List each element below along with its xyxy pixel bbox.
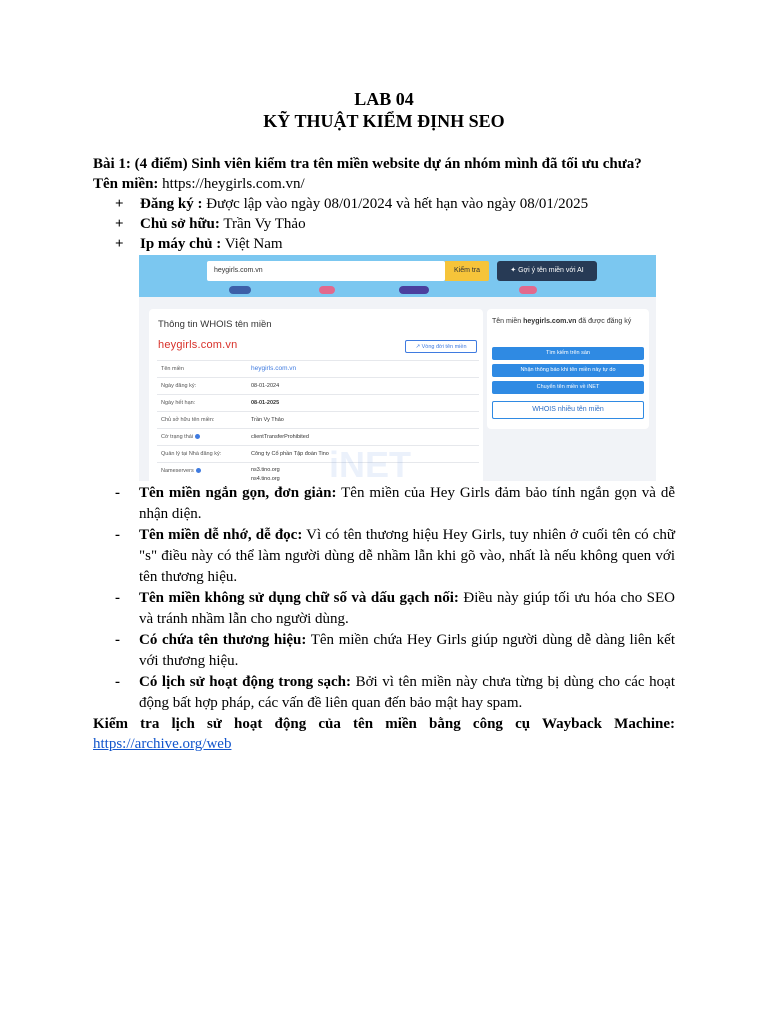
info-value: Trần Vy Thảo [223, 216, 306, 232]
table-row: Nameservers ns3.tino.org ns4.tino.org [157, 462, 479, 481]
list-item: - Có lịch sử hoạt động trong sạch: Bởi vì tên miền này chưa từng bị dùng cho các hoạt động bất hợp pháp, các vấn đề liên quan đến bảo mật hay spam. [115, 674, 675, 711]
decor-shape [519, 286, 537, 294]
domain-lifecycle-button[interactable]: ↗ Vòng đời tên miền [405, 340, 477, 353]
help-icon[interactable] [195, 434, 200, 439]
info-value: Việt Nam [224, 236, 283, 252]
ai-suggest-button[interactable]: ✦ Gợi ý tên miền với AI [497, 261, 597, 281]
info-label: Chủ sở hữu: [140, 216, 220, 232]
wayback-link[interactable]: https://archive.org/web [93, 736, 232, 752]
list-item: - Tên miền không sử dụng chữ số và dấu gạch nối: Điều này giúp tối ưu hóa cho SEO và tránh nhầm lẫn cho người dùng. [115, 590, 675, 627]
info-label: Ip máy chủ : [140, 236, 222, 252]
bulk-whois-button[interactable]: WHOIS nhiều tên miền [492, 401, 644, 419]
domain-search-input[interactable]: heygirls.com.vn [207, 261, 445, 281]
table-row: Chủ sở hữu tên miền: Trần Vy Thảo [157, 411, 479, 428]
notify-button[interactable]: Nhận thông báo khi tên miền này tự do [492, 364, 644, 377]
lab-title: LAB 04 [354, 89, 414, 109]
whois-card-title: Thông tin WHOIS tên miền [158, 319, 272, 330]
decor-shape [319, 286, 335, 294]
decor-shape [229, 286, 251, 294]
table-row: Cờ trạng thái clientTransferProhibited [157, 428, 479, 445]
table-row: Tên miền heygirls.com.vn [157, 360, 479, 377]
status-title: Tên miền heygirls.com.vn đã được đăng ký [492, 318, 632, 325]
decor-shape [399, 286, 429, 294]
whois-card [149, 309, 483, 481]
document-page [93, 88, 675, 754]
list-item: - Có chứa tên thương hiệu: Tên miền chứa Hey Girls giúp người dùng dễ dàng liên kết với thương hiệu. [115, 632, 675, 669]
registration-status-card [487, 309, 649, 429]
search-marketplace-button[interactable]: Tìm kiếm trên sàn [492, 347, 644, 360]
table-row: Ngày hết hạn: 08-01-2025 [157, 394, 479, 411]
info-item-registration: + Đăng ký : Được lập vào ngày 08/01/2024 và hết hạn vào ngày 08/01/2025 [115, 196, 589, 212]
info-list [93, 194, 675, 254]
table-row: Quản lý tại Nhà đăng ký: Công ty Cổ phần Tập đoàn Tino [157, 445, 479, 462]
evaluation-list [93, 483, 675, 714]
exercise-heading: Bài 1: (4 điểm) Sinh viên kiểm tra tên miền website dự án nhóm mình đã tối ưu chưa? [93, 156, 642, 172]
info-item-owner: + Chủ sở hữu: Trần Vy Thảo [115, 216, 306, 232]
inet-watermark: iNET [329, 444, 412, 481]
lab-subtitle: KỸ THUẬT KIỂM ĐỊNH SEO [263, 111, 505, 131]
transfer-button[interactable]: Chuyển tên miền về iNET [492, 381, 644, 394]
closing-link-line [93, 734, 675, 754]
whois-domain: heygirls.com.vn [158, 339, 238, 351]
closing-line: Kiểm tra lịch sử hoạt động của tên miền bằng công cụ Wayback Machine: [93, 716, 675, 732]
domain-line [93, 174, 675, 194]
table-row: Ngày đăng ký: 08-01-2024 [157, 377, 479, 394]
list-item: - Tên miền ngắn gọn, đơn giản: Tên miền của Hey Girls đảm bảo tính ngắn gọn và dễ nhận diện. [115, 485, 675, 522]
info-item-server-ip: + Ip máy chủ : Việt Nam [115, 236, 283, 252]
info-value: Được lập vào ngày 08/01/2024 và hết hạn vào ngày 08/01/2025 [206, 196, 589, 212]
help-icon[interactable] [196, 468, 201, 473]
list-item: - Tên miền dễ nhớ, dễ đọc: Vì có tên thương hiệu Hey Girls, tuy nhiên ở cuối tên có chữ "s" điều này có thể làm người dùng dễ nhầm lẫn khi gõ vào, nhất là nếu không quen với tên thương hiệu. [115, 527, 676, 585]
whois-table [157, 360, 479, 481]
check-button[interactable]: Kiểm tra [445, 261, 489, 281]
domain-value: https://heygirls.com.vn/ [162, 176, 305, 192]
whois-screenshot [139, 255, 656, 481]
domain-label: Tên miền: [93, 176, 159, 192]
info-label: Đăng ký : [140, 196, 203, 212]
